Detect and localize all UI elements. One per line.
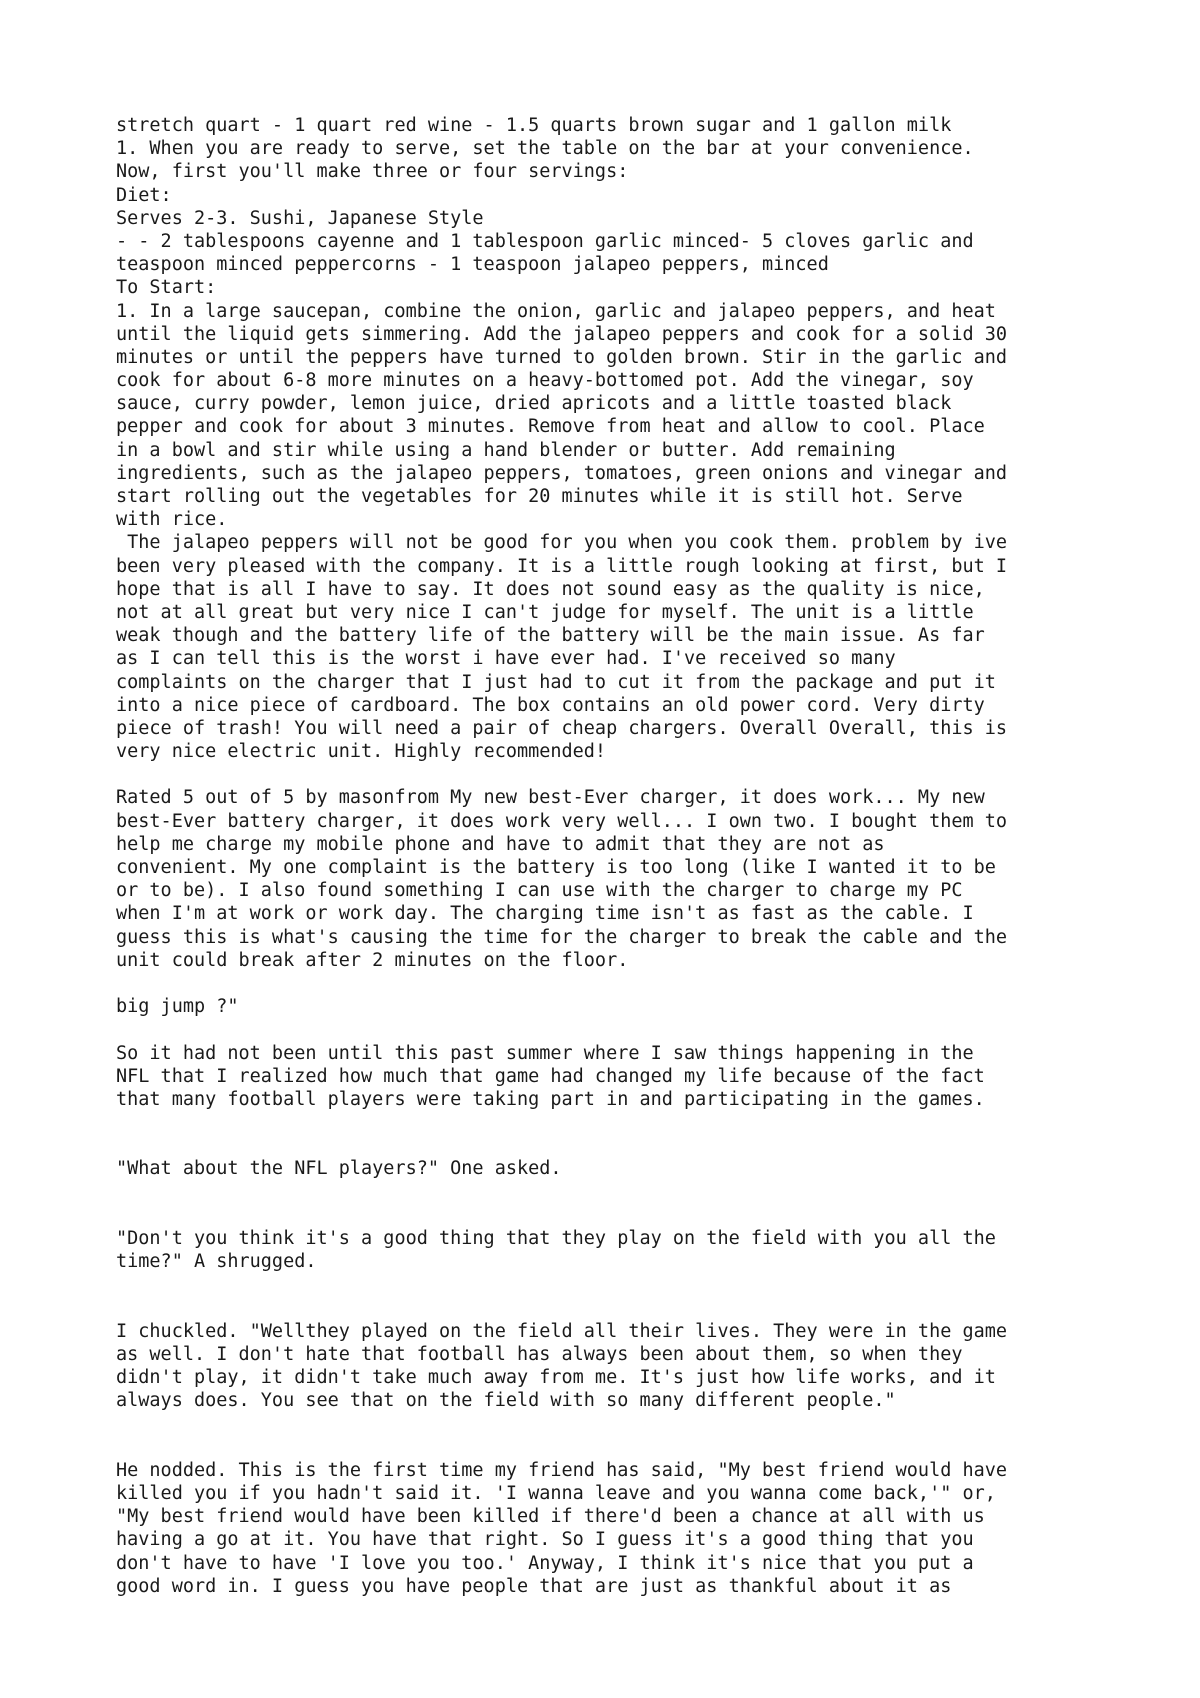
text-line: unit could break after 2 minutes on the floor. [116,949,629,971]
text-line: until the liquid gets simmering. Add the jalapeo peppers and cook for a solid 30 [116,323,1008,345]
blank-line [116,1111,1116,1134]
text-line: been very pleased with the company. It is a little rough looking at first, but I [116,555,1008,577]
blank-line [116,1134,1116,1157]
text-line: weak though and the battery life of the battery will be the main issue. As far [116,625,985,647]
blank-line [116,1413,1116,1436]
text-line: cook for about 6-8 more minutes on a heavy-bottomed pot. Add the vinegar, soy [116,370,974,392]
text-line: I chuckled. "Wellthey played on the field all their lives. They were in the game [116,1320,1008,1342]
text-line: complaints on the charger that I just had to cut it from the package and put it [116,671,996,693]
text-line: best-Ever battery charger, it does work very well... I own two. I bought them to [116,810,1008,832]
text-line: ingredients, such as the jalapeo peppers, tomatoes, green onions and vinegar and [116,462,1008,484]
text-line: 1. When you are ready to serve, set the table on the bar at your convenience. [116,138,974,160]
text-line: killed you if you hadn't said it. 'I wanna leave and you wanna come back,'" or, [116,1483,996,1505]
text-line: NFL that I realized how much that game had changed my life because of the fact [116,1065,985,1087]
text-line: very nice electric unit. Highly recommended! [116,741,607,763]
text-line: with rice. [116,509,228,531]
text-line: The jalapeo peppers will not be good for you when you cook them. problem by ive [116,532,1008,554]
text-line: time?" A shrugged. [116,1251,317,1273]
blank-line [116,763,1116,786]
text-line: good word in. I guess you have people that are just as thankful about it as [116,1575,952,1597]
blank-line [116,1297,1116,1320]
text-line: start rolling out the vegetables for 20 minutes while it is still hot. Serve [116,486,963,507]
text-line: To Start: [116,277,217,299]
text-line: as I can tell this is the worst i have ever had. I've received so many [116,648,896,670]
text-line: didn't play, it didn't take much away from me. It's just how life works, and it [116,1367,996,1389]
text-line: He nodded. This is the first time my friend has said, "My best friend would have [116,1459,1008,1481]
blank-line [116,972,1116,995]
text-line: 1. In a large saucepan, combine the onion, garlic and jalapeo peppers, and heat [116,300,996,322]
blank-line [116,1273,1116,1296]
text-line: in a bowl and stir while using a hand blender or butter. Add remaining [116,439,896,461]
text-line: having a go at it. You have that right. So I guess it's a good thing that you [116,1529,974,1551]
text-line: as well. I don't hate that football has always been about them, so when they [116,1343,963,1365]
text-line: into a nice piece of cardboard. The box contains an old power cord. Very dirty [116,694,985,716]
text-line: guess this is what's causing the time for the charger to break the cable and the [116,926,1008,948]
text-line: big jump ?" [116,996,239,1018]
text-line: Now, first you'll make three or four servings: [116,161,629,183]
blank-line [116,1181,1116,1204]
text-line: piece of trash! You will need a pair of cheap chargers. Overall Overall, this is [116,717,1008,739]
text-line: minutes or until the peppers have turned to golden brown. Stir in the garlic and [116,346,1008,368]
text-line: "My best friend would have been killed if there'd been a chance at all with us [116,1506,985,1528]
text-line: teaspoon minced peppercorns - 1 teaspoon jalapeo peppers, minced [116,254,829,276]
text-line: always does. You see that on the field with so many different people." [116,1390,896,1412]
blank-line [116,1436,1116,1459]
text-line: Rated 5 out of 5 by masonfrom My new best-Ever charger, it does work... My new [116,787,985,809]
text-line: not at all great but very nice I can't judge for myself. The unit is a little [116,601,974,623]
text-line: "Don't you think it's a good thing that they play on the field with you all the [116,1228,996,1249]
text-line: help me charge my mobile phone and have to admit that they are not as [116,833,885,855]
text-line: that many football players were taking part in and participating in the games. [116,1088,985,1110]
text-line: pepper and cook for about 3 minutes. Remove from heat and allow to cool. Place [116,416,985,438]
text-line: So it had not been until this past summer where I saw things happening in the [116,1042,974,1064]
text-line: sauce, curry powder, lemon juice, dried apricots and a little toasted black [116,393,952,415]
text-line: - - 2 tablespoons cayenne and 1 tablespoon garlic minced- 5 cloves garlic and [116,230,974,252]
text-line: or to be). I also found something I can use with the charger to charge my PC [116,880,963,902]
text-line: hope that is all I have to say. It does not sound easy as the quality is nice, [116,578,985,600]
text-line: "What about the NFL players?" One asked. [116,1158,562,1180]
blank-line [116,1018,1116,1041]
text-line: Serves 2-3. Sushi, Japanese Style [116,207,484,229]
text-line: don't have to have 'I love you too.' Anyway, I think it's nice that you put a [116,1552,974,1574]
text-line: Diet: [116,184,172,206]
blank-line [116,1204,1116,1227]
document-body [116,114,1116,1598]
text-line: when I'm at work or work day. The charging time isn't as fast as the cable. I [116,903,974,925]
text-line: stretch quart - 1 quart red wine - 1.5 quarts brown sugar and 1 gallon milk [116,115,952,136]
text-line: convenient. My one complaint is the battery is too long (like I wanted it to be [116,857,996,878]
